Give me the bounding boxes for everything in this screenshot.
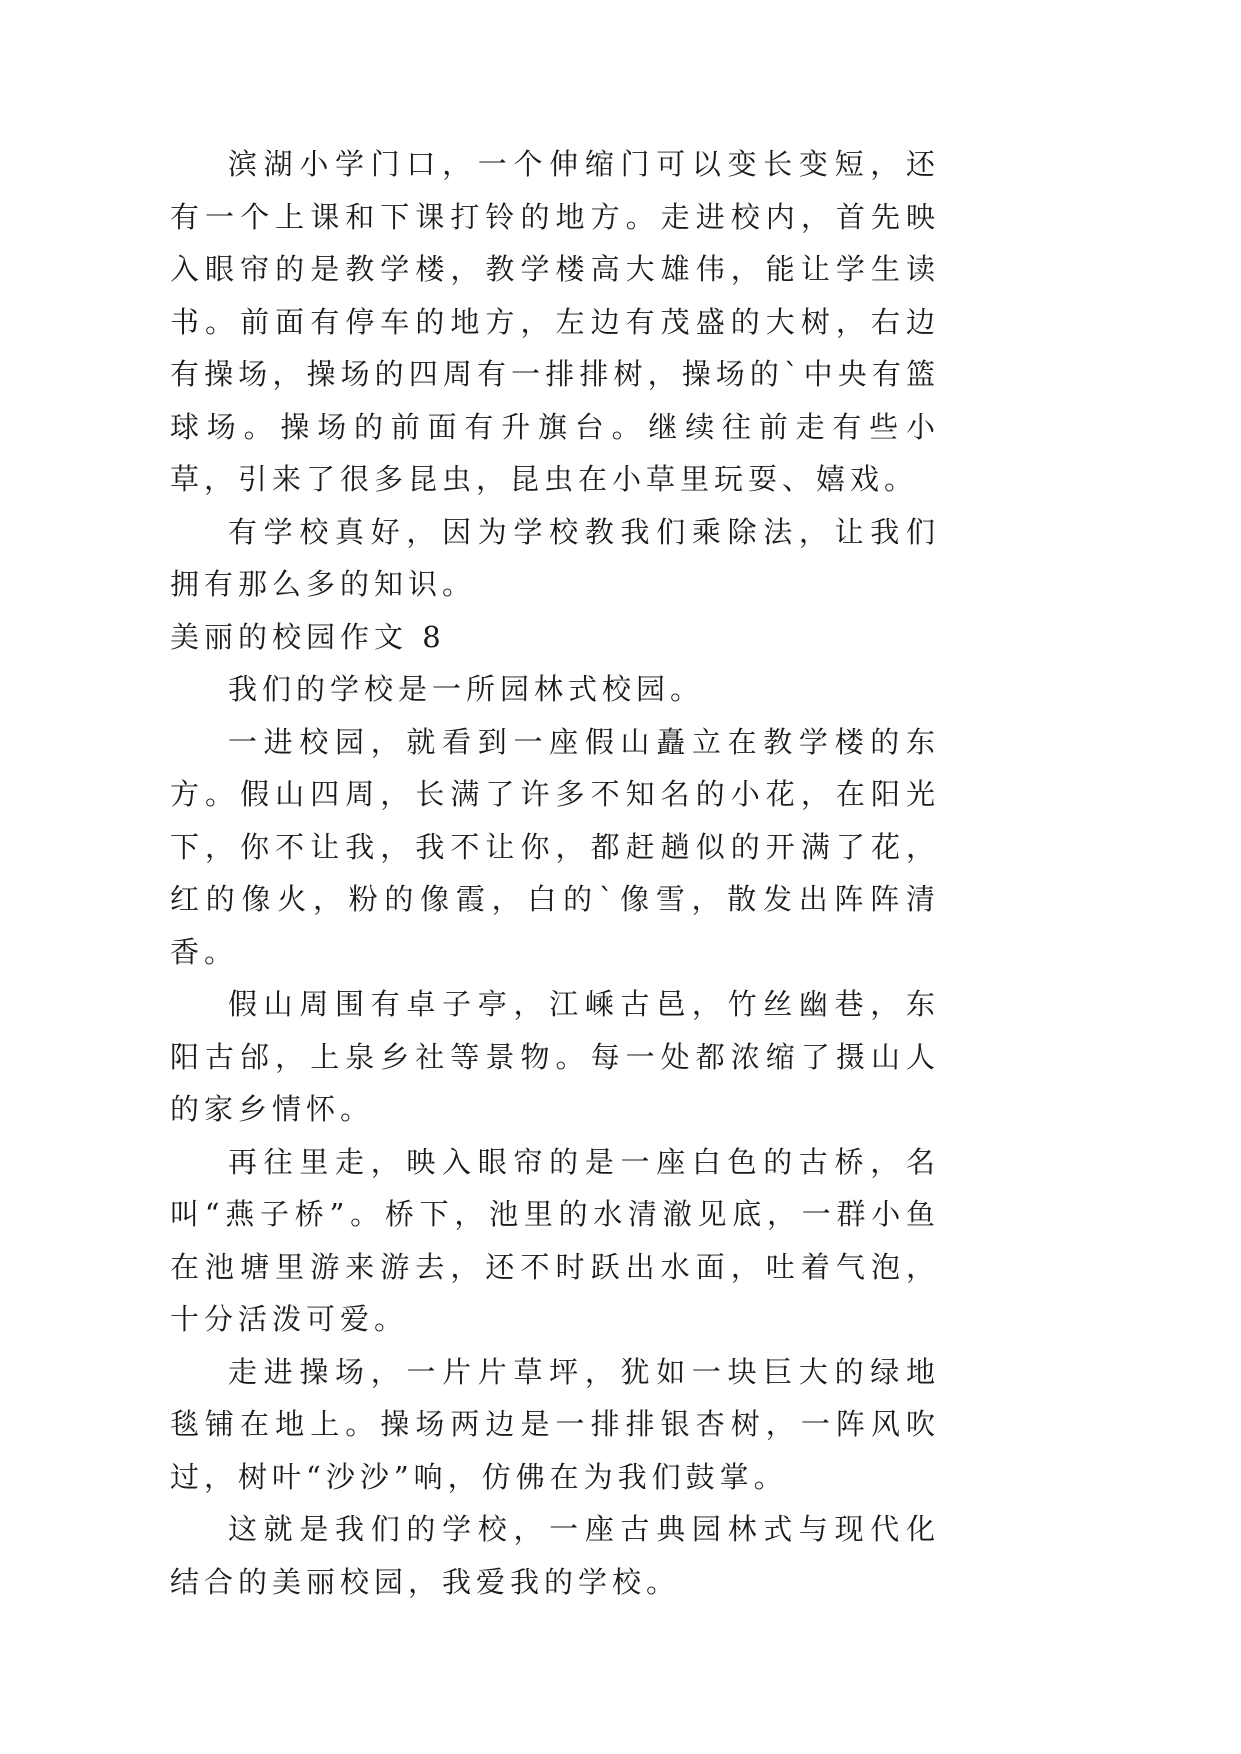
paragraph-school-gate: 滨湖小学门口，一个伸缩门可以变长变短，还有一个上课和下课打铃的地方。走进校内，首先映入眼帘的是教学楼，教学楼高大雄伟，能让学生读书。前面有停车的地方，左边有茂盛的大树，右边有操场，操场的四周有一排排树，操场的`中央有篮球场。操场的前面有升旗台。继续往前走有些小草，引来了很多昆虫，昆虫在小草里玩耍、嬉戏。 bbox=[170, 147, 940, 496]
paragraph-rockery: 一进校园，就看到一座假山矗立在教学楼的东方。假山四周，长满了许多不知名的小花，在阳光下，你不让我，我不让你，都赶趟似的开满了花，红的像火，粉的像霞，白的`像雪，散发出阵阵清香。 bbox=[170, 724, 940, 969]
paragraph-playground: 走进操场，一片片草坪，犹如一块巨大的绿地毯铺在地上。操场两边是一排排银杏树，一阵风吹过，树叶“沙沙”响，仿佛在为我们鼓掌。 bbox=[170, 1354, 940, 1494]
paragraph-conclusion: 这就是我们的学校，一座古典园林式与现代化结合的美丽校园，我爱我的学校。 bbox=[170, 1512, 940, 1599]
paragraph-school-good: 有学校真好，因为学校教我们乘除法，让我们拥有那么多的知识。 bbox=[170, 514, 940, 601]
essay-body bbox=[170, 138, 940, 1608]
essay-heading: 美丽的校园作文 8 bbox=[170, 619, 446, 654]
paragraph-scenery: 假山周围有卓子亭，江嵊古邑，竹丝幽巷，东阳古邰，上泉乡社等景物。每一处都浓缩了摄山人的家乡情怀。 bbox=[170, 987, 940, 1126]
paragraph-garden-campus: 我们的学校是一所园林式校园。 bbox=[228, 672, 705, 706]
paragraph-bridge: 再往里走，映入眼帘的是一座白色的古桥，名叫“燕子桥”。桥下，池里的水清澈见底，一群小鱼在池塘里游来游去，还不时跃出水面，吐着气泡，十分活泼可爱。 bbox=[170, 1144, 940, 1336]
